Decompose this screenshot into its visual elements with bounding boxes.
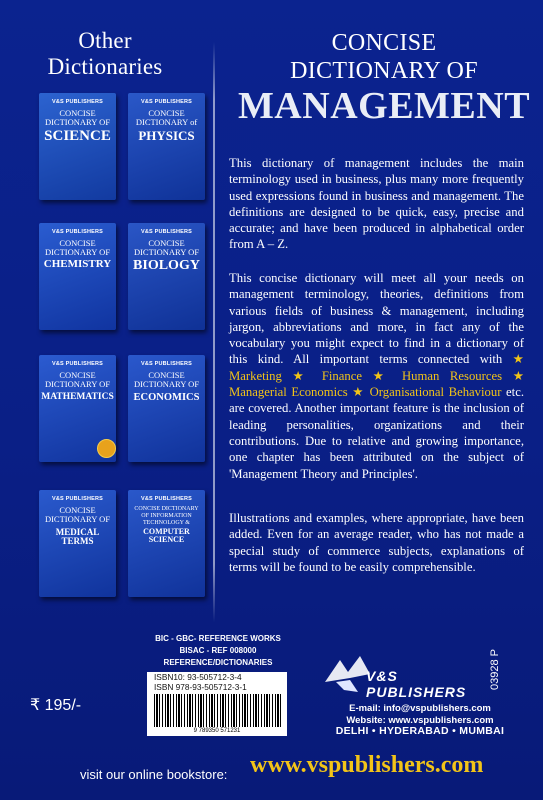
visit-text: visit our online bookstore: <box>80 767 228 782</box>
bookstore-url[interactable]: www.vspublishers.com <box>250 752 484 778</box>
star-icon: ★ <box>512 352 525 367</box>
offer-badge-icon <box>97 439 116 458</box>
star-icon: ★ <box>352 385 366 400</box>
email-link[interactable]: E-mail: info@vspublishers.com <box>349 703 491 714</box>
other-dictionaries-panel <box>0 0 215 630</box>
book-cover-medical-terms[interactable]: V&S PUBLISHERS CONCISE DICTIONARY OF MEDICAL TERMS <box>39 490 116 597</box>
description-paragraph-1: This dictionary of management includes the main terminology used in business, plus many more frequently used expressions found in business and management. The definitions are designed to be quick, easy, precise and accurate; and have been produced in alphabetical order from A – Z. <box>229 156 524 252</box>
other-dictionaries-title: Other Dictionaries <box>47 28 163 79</box>
isbn-barcode: ISBN10: 93-505712-3-4 ISBN 978-93-505712-3-1 9 789350 571231 <box>147 672 287 736</box>
book-cover-computer-science[interactable]: V&S PUBLISHERS CONCISE DICTIONARY OF INFORMATION TECHNOLOGY & COMPUTER SCIENCE <box>128 490 205 597</box>
star-icon: ★ <box>512 368 525 383</box>
book-cover-mathematics[interactable]: V&S PUBLISHERS CONCISE DICTIONARY OF MATHEMATICS <box>39 355 116 462</box>
classification-codes: BIC - GBC- REFERENCE WORKS BISAC - REF 008000 REFERENCE/DICTIONARIES <box>155 634 281 667</box>
publisher-contact: E-mail: info@vspublishers.com Website: www.vspublishers.com DELHI • HYDERABAD • MUMBAI <box>330 703 510 738</box>
star-icon: ★ <box>372 368 392 383</box>
website-link[interactable]: Website: www.vspublishers.com <box>346 714 494 726</box>
book-cover-economics[interactable]: V&S PUBLISHERS CONCISE DICTIONARY OF ECONOMICS <box>128 355 205 462</box>
description-paragraph-3: Illustrations and examples, where appropriate, have been added. Even for an average reader, who has not made a special study of commerce subjects, explanations of terms will be found to be easily comprehensible. <box>229 511 524 574</box>
description-paragraph-2: This concise dictionary will meet all your needs on management terminology, theories, definitions from various fields of business & management, including jargon, abbreviations and more, in fact any of the vocabulary you might expect to find in a dictionary of this kind. All important terms connected with ★ Marketing ★ Finance ★ Human Resources ★ Managerial Economics ★ Organisational Behaviour etc. are covered. Another important feature is the inclusion of leading personalities, organizations and their contributions. Due to relative and growing importance, one chapter has been attributed on the subject of 'Management Theory and Principles'. <box>229 271 525 481</box>
publisher-logo: V&S PUBLISHERS <box>320 652 472 697</box>
book-cover-physics[interactable]: V&S PUBLISHERS CONCISE DICTIONARY of PHYSICS <box>128 93 205 200</box>
book-cover-biology[interactable]: V&S PUBLISHERS CONCISE DICTIONARY OF BIOLOGY <box>128 223 205 330</box>
star-icon: ★ <box>292 368 312 383</box>
book-title: CONCISE DICTIONARY OF MANAGEMENT <box>237 30 531 127</box>
stock-code: 03928 P <box>489 649 501 690</box>
barcode-bars <box>154 694 281 728</box>
column-divider <box>213 42 215 622</box>
book-cover-chemistry[interactable]: V&S PUBLISHERS CONCISE DICTIONARY OF CHEMISTRY <box>39 223 116 330</box>
price-label: ₹ 195/- <box>30 697 82 714</box>
book-cover-science[interactable]: V&S PUBLISHERS CONCISE DICTIONARY OF SCIENCE <box>39 93 116 200</box>
